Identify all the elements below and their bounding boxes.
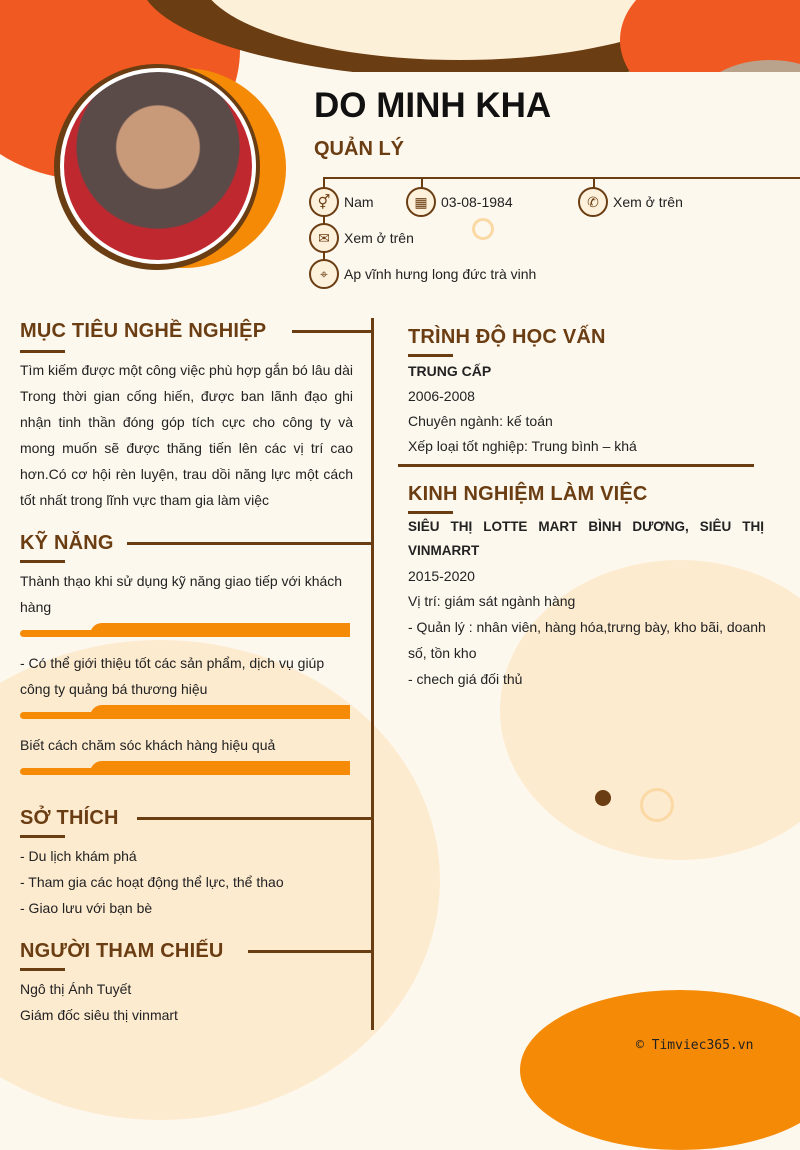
contact-line bbox=[323, 177, 800, 179]
title-line bbox=[127, 542, 372, 545]
experience-company: SIÊU THỊ LOTTE MART BÌNH DƯƠNG, SIÊU THỊ VINMARRT bbox=[408, 519, 764, 558]
dob: 03-08-1984 bbox=[441, 194, 513, 210]
email-icon: ✉ bbox=[309, 223, 339, 253]
title-underline bbox=[20, 350, 65, 353]
title-underline bbox=[408, 511, 453, 514]
objective-text: Tìm kiếm được một công việc phù hợp gắn bó lâu dài Trong thời gian cống hiến, được ban lãnh đạo ghi nhận tinh thần đóng góp tích cực cho công ty và mong muốn sẽ được thăng tiến lên các vị trí cao hơn.Có cơ hội rèn luyện, trau dồi năng lực một cách tốt nhất trong lĩnh vực tham gia làm việc bbox=[20, 362, 353, 508]
skill-name: Biết cách chăm sóc khách hàng hiệu quả bbox=[20, 737, 276, 753]
address: Ap vĩnh hưng long đức trà vinh bbox=[344, 266, 537, 282]
title-underline bbox=[20, 560, 65, 563]
objective-title: MỤC TIÊU NGHỀ NGHIỆP bbox=[20, 320, 267, 342]
phone-icon: ✆ bbox=[578, 187, 608, 217]
title-underline bbox=[20, 968, 65, 971]
email: Xem ở trên bbox=[344, 230, 414, 246]
column-divider bbox=[371, 318, 374, 1030]
photo-frame bbox=[50, 60, 286, 270]
experience-period: 2015-2020 bbox=[408, 568, 475, 584]
section-divider bbox=[398, 464, 754, 467]
phone: Xem ở trên bbox=[613, 194, 683, 210]
education-title: TRÌNH ĐỘ HỌC VẤN bbox=[408, 326, 606, 348]
skill-bar bbox=[20, 761, 350, 775]
title-line bbox=[292, 330, 372, 333]
reference-role: Giám đốc siêu thị vinmart bbox=[20, 1007, 178, 1023]
title-line bbox=[137, 817, 372, 820]
hobby-item: - Tham gia các hoạt động thể lực, thể thao bbox=[20, 874, 284, 890]
location-icon: ⌖ bbox=[309, 259, 339, 289]
gender: Nam bbox=[344, 194, 374, 210]
skill-bar bbox=[20, 705, 350, 719]
education-period: 2006-2008 bbox=[408, 388, 475, 404]
calendar-icon: ▦ bbox=[406, 187, 436, 217]
skill-name: - Có thể giới thiệu tốt các sản phẩm, dịch vụ giúp công ty quảng bá thương hiệu bbox=[20, 655, 325, 697]
avatar bbox=[60, 68, 256, 264]
experience-duty: - Quản lý : nhân viên, hàng hóa,trưng bày, kho bãi, doanh số, tồn kho bbox=[408, 619, 766, 661]
experience-title: KINH NGHIỆM LÀM VIỆC bbox=[408, 483, 648, 505]
skills-title: KỸ NĂNG bbox=[20, 532, 114, 554]
hobby-item: - Giao lưu với bạn bè bbox=[20, 900, 153, 916]
reference-name: Ngô thị Ánh Tuyết bbox=[20, 981, 132, 997]
candidate-position: QUẢN LÝ bbox=[314, 138, 404, 160]
hobby-item: - Du lịch khám phá bbox=[20, 848, 137, 864]
gender-icon: ⚥ bbox=[309, 187, 339, 217]
title-underline bbox=[20, 835, 65, 838]
experience-duty: - chech giá đối thủ bbox=[408, 671, 523, 687]
education-school: TRUNG CẤP bbox=[408, 363, 492, 379]
watermark: © Timviec365.vn bbox=[636, 1038, 754, 1053]
education-major: Chuyên ngành: kế toán bbox=[408, 413, 553, 429]
experience-role: Vị trí: giám sát ngành hàng bbox=[408, 593, 576, 609]
references-title: NGƯỜI THAM CHIẾU bbox=[20, 940, 224, 962]
hobbies-title: SỞ THÍCH bbox=[20, 807, 119, 829]
skill-bar bbox=[20, 623, 350, 637]
candidate-name: DO MINH KHA bbox=[314, 86, 552, 125]
skill-name: Thành thạo khi sử dụng kỹ năng giao tiếp với khách hàng bbox=[20, 573, 343, 615]
title-underline bbox=[408, 354, 453, 357]
education-grade: Xếp loại tốt nghiệp: Trung bình – khá bbox=[408, 438, 637, 454]
title-line bbox=[248, 950, 372, 953]
